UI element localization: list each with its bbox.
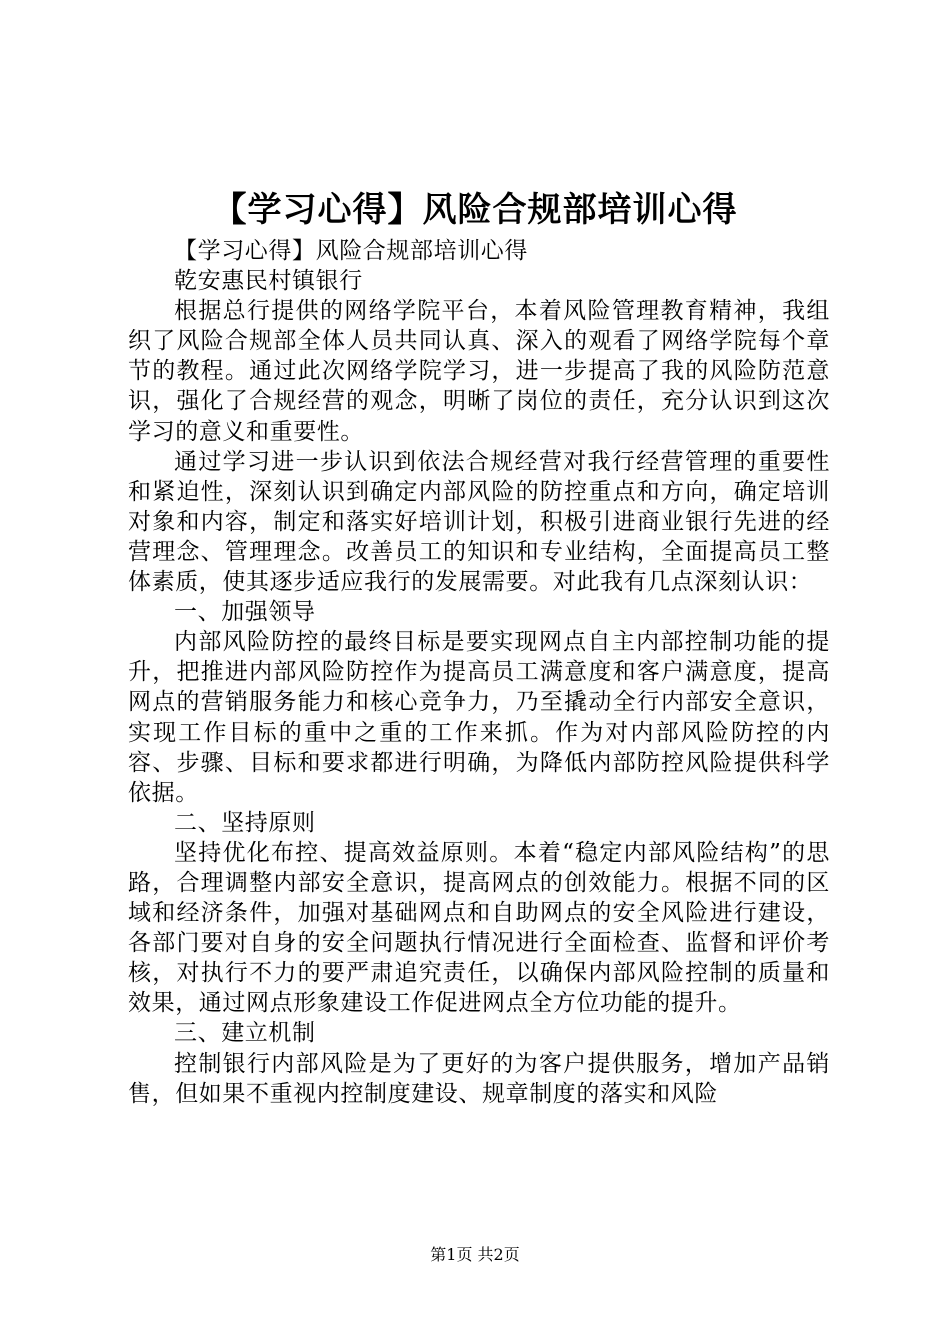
paragraph: 通过学习进一步认识到依法合规经营对我行经营管理的重要性和紧迫性，深刻认识到确定内部风险的防控重点和方向，确定培训对象和内容，制定和落实好培训计划，积极引进商业银行先进的经营理念、管理理念。改善员工的知识和专业结构，全面提高员工整体素质，使其逐步适应我行的发展需要。对此我有几点深刻认识： xyxy=(128,448,830,596)
subtitle-line: 【学习心得】风险合规部培训心得 xyxy=(174,238,528,264)
author-line: 乾安惠民村镇银行 xyxy=(174,268,363,295)
paragraph: 坚持优化布控、提高效益原则。本着“稳定内部风险结构”的思路，合理调整内部安全意识，提高网点的创效能力。根据不同的区域和经济条件，加强对基础网点和自助网点的安全风险进行建设，各部门要对自身的安全问题执行情况进行全面检查、监督和评价考核，对执行不力的要严肃追究责任，以确保内部风险控制的质量和效果，通过网点形象建设工作促进网点全方位功能的提升。 xyxy=(128,839,830,1017)
section-heading: 二、坚持原则 xyxy=(174,809,316,836)
paragraph: 根据总行提供的网络学院平台，本着风险管理教育精神，我组织了风险合规部全体人员共同认真、深入的观看了网络学院每个章节的教程。通过此次网络学院学习，进一步提高了我的风险防范意识，强化了合规经营的观念，明晰了岗位的责任，充分认识到这次学习的意义和重要性。 xyxy=(128,298,830,445)
page-footer: 第1页 共2页 xyxy=(430,1245,520,1264)
paragraph: 控制银行内部风险是为了更好的为客户提供服务，增加产品销售，但如果不重视内控制度建设、规章制度的落实和风险 xyxy=(128,1050,830,1107)
document-body xyxy=(128,236,830,1109)
paragraph: 内部风险防控的最终目标是要实现网点自主内部控制功能的提升，把推进内部风险防控作为提高员工满意度和客户满意度，提高网点的营销服务能力和核心竞争力，乃至撬动全行内部安全意识，实现工作目标的重中之重的工作来抓。作为对内部风险防控的内容、步骤、目标和要求都进行明确，为降低内部防控风险提供科学依据。 xyxy=(128,629,830,806)
document-title: 【学习心得】风险合规部培训心得 xyxy=(212,190,738,230)
section-heading: 三、建立机制 xyxy=(174,1020,316,1047)
section-heading: 一、加强领导 xyxy=(174,599,316,626)
